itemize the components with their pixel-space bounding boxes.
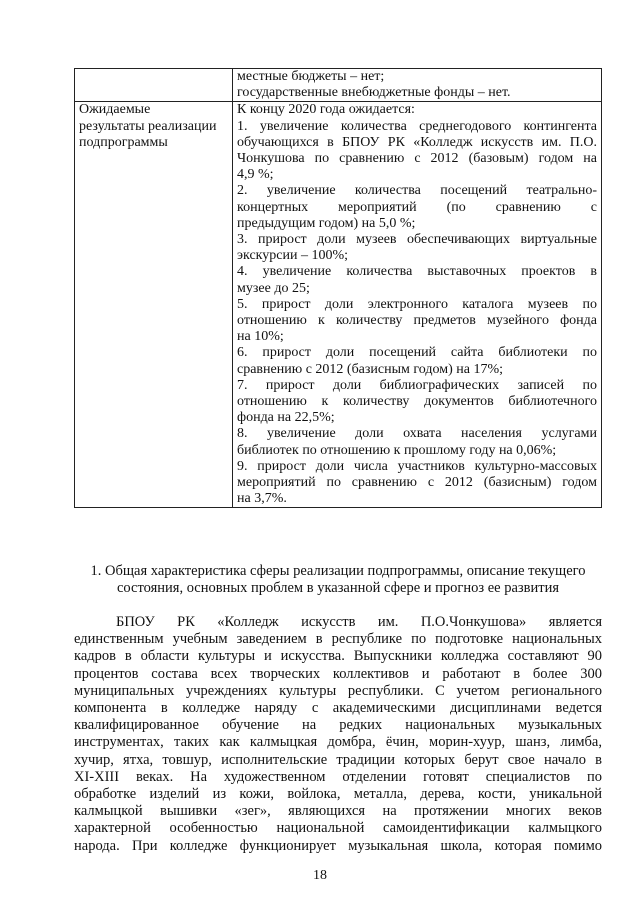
result-item-line: 9. прирост доли числа участников культурно-массовых [237,458,597,474]
paragraph-line: хучир, ятха, товшур, исполнительские традиции которых берут свое начало в [74,751,602,768]
result-item-line: экскурсии – 100%; [237,248,349,264]
label-line: Ожидаемые [79,102,151,118]
paragraph-line: обработке изделий из кожи, войлока, металла, дерева, кости, уникальной [74,786,602,803]
paragraph-line: квалифицированное обучение на редких национальных музыкальных [74,717,602,734]
paragraph-line: БПОУ РК «Колледж искусств им. П.О.Чонкушова» является [116,614,602,630]
result-item-line: 7. прирост доли библиографических записей по [237,377,597,393]
body-paragraph [74,614,602,855]
table-row-expected-results [75,102,602,508]
paragraph-line: компонента в колледже наряду с академическими дисциплинами ведется [74,700,602,717]
result-item-line: 4. увеличение количества выставочных проектов в [237,264,597,280]
paragraph-line: народа. При колледже функционирует музыкальная школа, которая помимо [74,837,602,854]
table-cell-funding [233,69,602,102]
table-cell-label [75,102,233,508]
paragraph-line: инструментах, таких как калмыцкая домбра, ёчин, морин-хуур, шанз, лимба, [74,734,602,751]
paragraph-line: характерной особенностью национальной самоидентификации калмыцкого [74,820,602,837]
result-item-line: 3. прирост доли музеев обеспечивающих виртуальные [237,232,597,248]
result-item-line: музее до 25; [237,280,310,296]
result-item-line: библиотек по отношению к прошлому году на 0,06%; [237,442,557,458]
label-line: подпрограммы [79,134,168,150]
result-item-line: 5. прирост доли электронного каталога музеев по [237,296,597,312]
heading-line: состояния, основных проблем в указанной сфере и прогноз ее развития [116,580,560,596]
result-item-line: обучающихся в БПОУ РК «Колледж искусств им. П.О. [237,134,597,150]
result-item-line: на 10%; [237,329,284,345]
label-line: результаты реализации [79,118,217,134]
result-item-line: Чонкушова по сравнению с 2012 (базовым) годом на [237,151,597,167]
paragraph-line: единственным учебным заведением в республике по подготовке национальных [74,631,602,648]
result-item-line: фонда на 22,5%; [237,410,335,426]
result-item-line: мероприятий по сравнению с 2012 (базисным) годом [237,475,597,491]
result-item-line: сравнению с 2012 (базисным годом) на 17%; [237,361,504,377]
table-cell-label-empty [75,69,233,102]
paragraph-line: муниципальных учреждениях культуры республики. С учетом регионального [74,682,602,699]
result-item-line: отношению к количеству предметов музейного фонда [237,313,597,329]
heading-line: 1. Общая характеристика сферы реализации подпрограммы, описание текущего [90,563,586,579]
subprogram-table [74,68,602,508]
result-item-line: на 3,7%. [237,491,287,507]
result-item-line: отношению к количеству документов библиотечного [237,394,597,410]
funding-line: местные бюджеты – нет; [237,69,385,84]
results-intro: К концу 2020 года ожидается: [237,102,415,118]
paragraph-line: XI-XIII веках. На художественном отделении готовят специалистов по [74,768,602,785]
result-item-line: 6. прирост доли посещений сайта библиотеки по [237,345,597,361]
paragraph-line: процентов состава всех творческих коллективов и работают в более 300 [74,665,602,682]
result-item-line: 2. увеличение количества посещений театрально- [237,183,597,199]
section-heading [74,563,602,597]
page-number: 18 [313,868,327,883]
table-cell-results [233,102,602,508]
table-row-funding [75,69,602,102]
paragraph-line: калмыцкой вышивки «зег», являющихся на протяжении многих веков [74,803,602,820]
result-item-line: 1. увеличение количества среднегодового контингента [237,118,597,134]
paragraph-line: кадров в области культуры и искусства. Выпускники колледжа составляют 90 [74,648,602,665]
funding-line: государственные внебюджетные фонды – нет. [237,85,511,101]
result-item-line: 4,9 %; [237,167,274,183]
result-item-line: 8. увеличение доли охвата населения услугами [237,426,597,442]
result-item-line: предыдущим годом) на 5,0 %; [237,215,416,231]
result-item-line: концертных мероприятий (по сравнению с [237,199,597,215]
